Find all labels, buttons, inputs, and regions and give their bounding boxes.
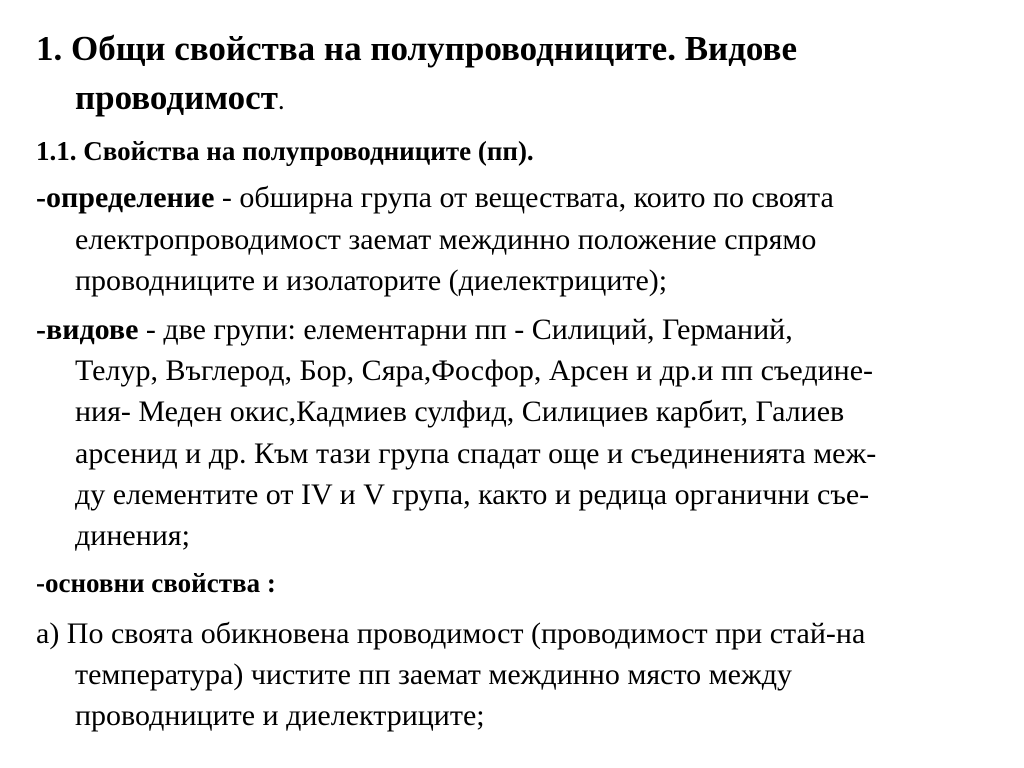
slide-title-line-2 — [75, 80, 285, 115]
types-line-1 — [36, 315, 793, 345]
definition-line-3: проводниците и изолаторите (диелектриците); — [75, 264, 668, 297]
property-a-line-1: а) По своята обикновена проводимост (проводимост при стай-на — [36, 617, 866, 650]
definition-line-2: електропроводимост заемат междинно положение спрямо — [75, 223, 817, 256]
types-line-6: динения; — [75, 519, 190, 552]
definition-term: -определение — [36, 181, 215, 214]
slide-title-line-1: 1. Общи свойства на полупроводниците. Видове — [36, 29, 797, 68]
types-line-5: ду елементите от IV и V група, както и редица органични съе- — [75, 478, 870, 511]
types-line-2: Телур, Въглерод, Бор, Сяра,Фосфор, Арсен и др.и пп съедине- — [75, 354, 874, 387]
definition-line-1 — [36, 183, 834, 213]
slide-title-word: проводимост — [75, 78, 278, 117]
property-a-line-2: температура) чистите пп заемат междинно място между — [75, 658, 792, 691]
definition-text: - обширна група от веществата, които по своята — [214, 181, 834, 214]
types-term: -видове — [36, 313, 139, 346]
types-line-3: ния- Меден окис,Кадмиев сулфид, Силициев карбит, Галиев — [75, 395, 845, 428]
types-text: - две групи: елементарни пп - Силиций, Германий, — [138, 313, 793, 346]
section-subtitle: 1.1. Свойства на полупроводниците (пп). — [36, 136, 534, 166]
types-line-4: арсенид и др. Към тази група спадат още и съединенията меж- — [75, 437, 877, 470]
properties-heading: -основни свойства : — [36, 568, 276, 598]
property-a-line-3: проводниците и диелектриците; — [75, 699, 485, 732]
slide-title-period: . — [277, 85, 285, 115]
